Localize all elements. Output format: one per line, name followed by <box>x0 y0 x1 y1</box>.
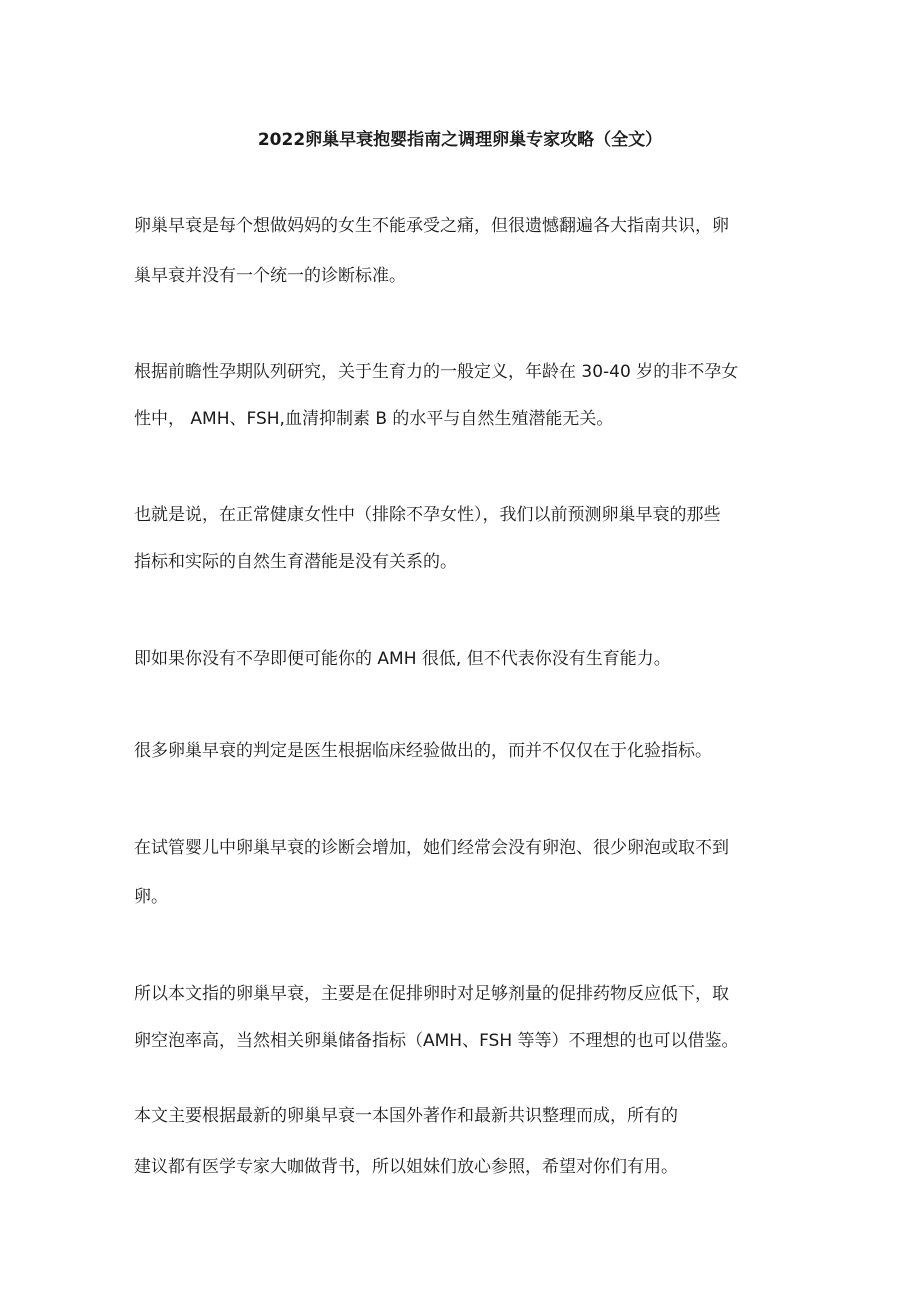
paragraph-3-line-2: 指标和实际的自然生育潜能是没有关系的。 <box>134 552 457 572</box>
paragraph-6-line-1: 在试管婴儿中卵巢早衰的诊断会增加，她们经常会没有卵泡、很少卵泡或取不到 <box>134 838 729 858</box>
paragraph-2-line-1: 根据前瞻性孕期队列研究，关于生育力的一般定义，年龄在 30-40 岁的非不孕女 <box>134 362 739 382</box>
paragraph-5-line-1: 很多卵巢早衰的判定是医生根据临床经验做出的，而并不仅仅在于化验指标。 <box>134 741 712 761</box>
paragraph-7-line-1: 所以本文指的卵巢早衰，主要是在促排卵时对足够剂量的促排药物反应低下，取 <box>134 984 729 1004</box>
paragraph-7-line-2: 卵空泡率高，当然相关卵巢储备指标（AMH、FSH 等等）不理想的也可以借鉴。 <box>134 1031 739 1051</box>
document-title: 2022卵巢早衰抱婴指南之调理卵巢专家攻略（全文） <box>257 130 663 150</box>
paragraph-8-line-1: 本文主要根据最新的卵巢早衰一本国外著作和最新共识整理而成，所有的 <box>134 1106 678 1126</box>
paragraph-2-line-2: 性中， AMH、FSH,血清抑制素 B 的水平与自然生殖潜能无关。 <box>134 409 614 429</box>
paragraph-8-line-2: 建议都有医学专家大咖做背书，所以姐妹们放心参照，希望对你们有用。 <box>134 1157 678 1177</box>
paragraph-1-line-2: 巢早衰并没有一个统一的诊断标准。 <box>134 266 406 286</box>
paragraph-1-line-1: 卵巢早衰是每个想做妈妈的女生不能承受之痛，但很遗憾翻遍各大指南共识，卵 <box>134 216 729 236</box>
paragraph-6-line-2: 卵。 <box>134 887 168 907</box>
paragraph-4-line-1: 即如果你没有不孕即便可能你的 AMH 很低, 但不代表你没有生育能力。 <box>134 649 671 669</box>
paragraph-3-line-1: 也就是说，在正常健康女性中（排除不孕女性），我们以前预测卵巢早衰的那些 <box>134 505 721 525</box>
